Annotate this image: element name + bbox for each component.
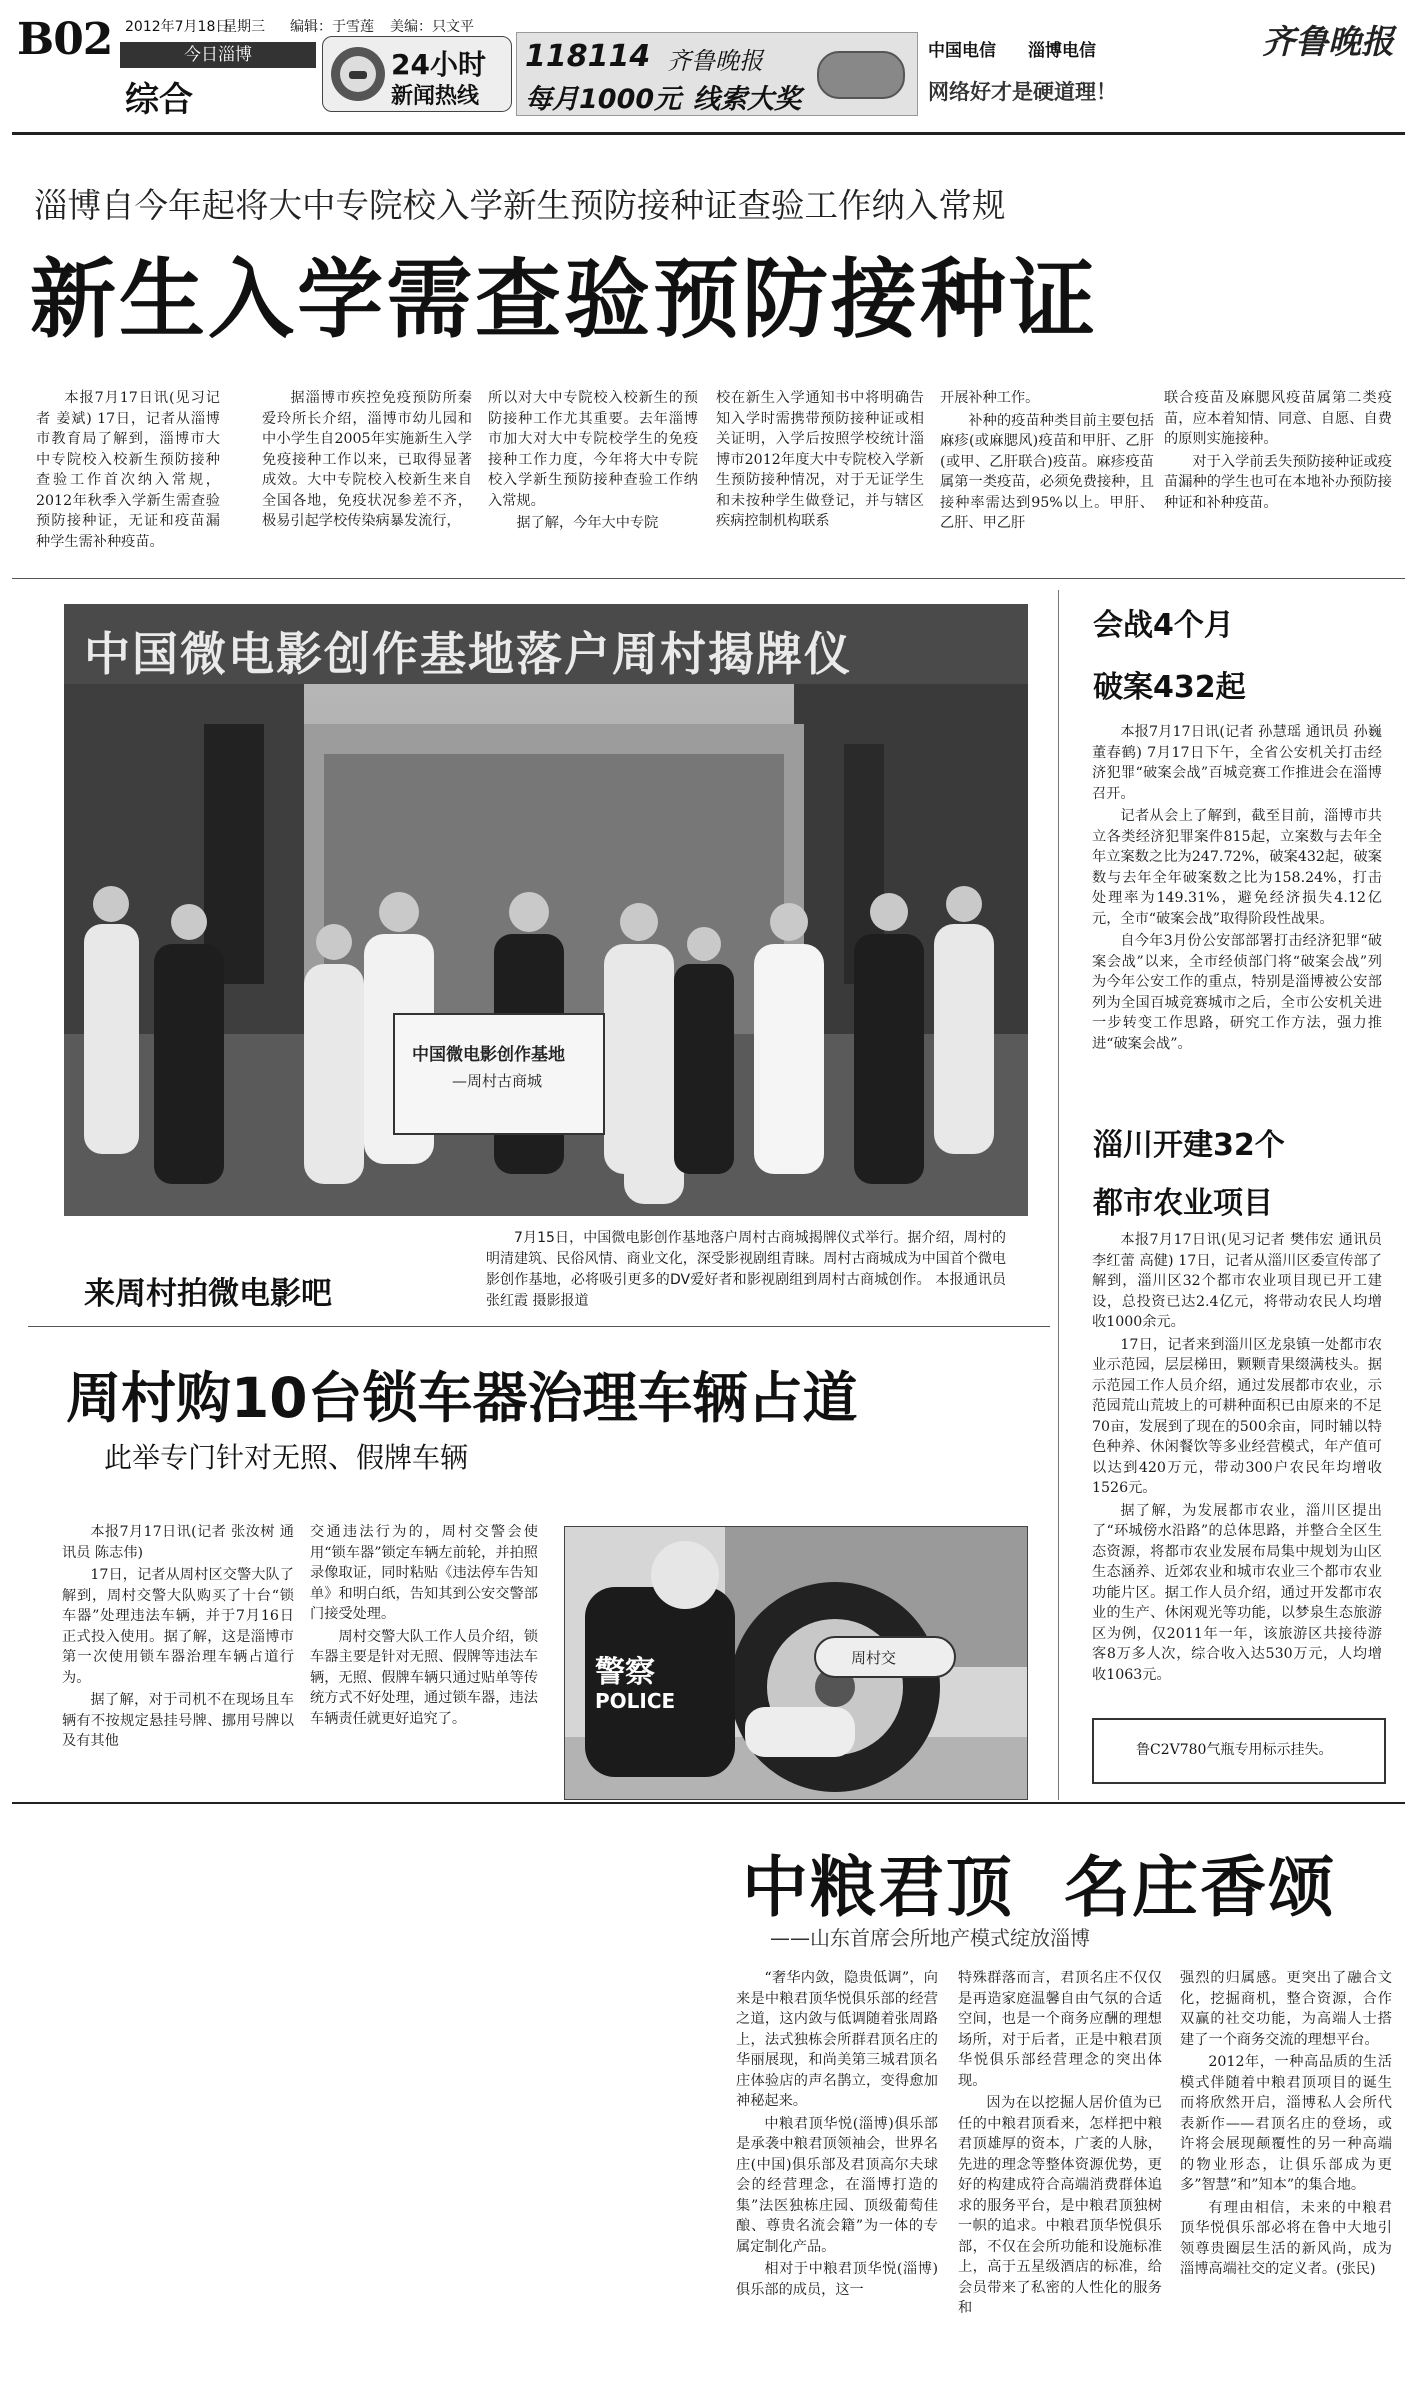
hotline-top: 24小时 [391,48,486,81]
page-header [0,0,1417,134]
story5-headline: 中粮君顶 名庄香颂 [742,1849,1336,1926]
plaque-line1: 中国微电影创作基地 [412,1045,565,1065]
ceremony-photo-image [64,604,1028,1216]
plaque-line2: —周村古商城 [452,1072,543,1090]
story1-rule [12,578,1405,579]
story1-col6: 联合疫苗及麻腮风疫苗属第二类疫苗，应本着知情、同意、自愿、自费的原则实施接种。 对于入学前丢失预防接种证或疫苗漏种的学生也可在本地补办预防接种证和补种疫苗。 [1164,390,1392,511]
issue-date: 2012年7月18日 [125,19,230,35]
ad-number: 118114 [525,39,651,74]
story5-col1: “奢华内敛，隐贵低调”，向来是中粮君顶华悦俱乐部的经营之道，这内敛与低调随着张周路上，法式独栋会所群君顶名庄的华丽展现，和尚美第三城君顶名庄体验店的声名鹊立，变得愈加神秘起来。 中粮君顶华悦(淄博)俱乐部是承袭中粮君顶领袖会，世界名庄(中国)俱乐部及君顶高尔夫球会的经营理念，在淄博打造的集”法医独栋庄园、顶级葡萄佳酿、尊贵名流会籍”为一体的专属定制化产品。 相对于中粮君顶华悦(淄博)俱乐部的成员，这一 [736,1970,938,2298]
ceremony-banner: 中国微电影创作基地落户周村揭牌仪 [84,627,852,681]
photo1-rule [28,1326,1050,1327]
story3-headline1: 淄川开建32个 [1093,1128,1285,1163]
story4-col1: 本报7月17日讯(记者 张汝树 通讯员 陈志伟) 17日，记者从周村区交警大队了解到，周村交警大队购买了十台“锁车器”处理违法车辆，并于7月16日正式投入使用。据了解，这是淄博市第一次使用锁车器治理车辆占道行为。 据了解，对于司机不在现场且车辆有不按规定悬挂号牌、挪用号牌以及有其他 [62,1524,294,1749]
editor-credit: 编辑：于雪莲 [290,19,374,35]
story5-col2: 特殊群落而言，君顶名庄不仅仅是再造家庭温馨自由气氛的合适空间，也是一个商务应酬的理想场所，对于后者，正是中粮君顶华悦俱乐部经营理念的突出体现。 因为在以挖掘人居价值为已任的中粮君顶看来，怎样把中粮君顶雄厚的资本，广袤的人脉，先进的理念等整体资源优势，更好的构建成符合高端消费群体追求的服务平台，是中粮君顶独树一帜的追求。中粮君顶华悦俱乐部，不仅在会所功能和设施标准上，高于五星级酒店的标准，给会员带来了私密的人性化的服务和 [958,1970,1162,2316]
issue-weekday: 星期三 [223,19,265,35]
ceremony-photo [64,604,1028,1216]
telecom-ad [928,32,1138,114]
story1-col2: 据淄博市疾控免疫预防所秦爱玲所长介绍，淄博市幼儿园和中小学生自2005年实施新生入学免疫接种工作以来，已取得显著成效。大中专院校入校新生来自全国各地，免疫状况参差不齐，极易引起学校传染病暴发流行， [262,390,472,529]
story1-col4: 校在新生入学通知书中将明确告知入学时需携带预防接种证或相关证明，入学后按照学校统计淄博市2012年度大中专院校入学新生预防接种情况，对于无证学生和未按种学生做登记，并与辖区疾病控制机构联系 [716,390,924,529]
photo1-caption: 7月15日，中国微电影创作基地落户周村古商城揭牌仪式举行。据介绍，周村的明清建筑、民俗风情、商业文化，深受影视剧组青睐。周村古商城成为中国首个微电影创作基地，必将吸引更多的DV爱好者和影视剧组到周村古商城创作。 本报通讯员 张红霞 摄影报道 [486,1230,1006,1309]
story4-rule [12,1802,1405,1804]
story4-col2: 交通违法行为的，周村交警会使用“锁车器”锁定车辆左前轮，并拍照录像取证，同时粘贴《违法停车告知单》和明白纸，告知其到公安交警部门接受处理。 周村交警大队工作人员介绍，锁车器主要是针对无照、假牌等违法车辆，无照、假牌车辆只通过贴单等传统方式不好处理，通过锁车器，违法车辆责任就更好追究了。 [310,1524,538,1727]
ad-contest: 线索大奖 [693,84,801,115]
story4-headline: 周村购10台锁车器治理车辆占道 [66,1366,858,1430]
page-code: B02 [17,14,113,65]
telecom-slogan: 网络好才是硬道理！ [928,80,1117,104]
masthead-logo: 齐鲁晚报 [1262,22,1394,61]
story2-headline2: 破案432起 [1093,670,1246,705]
contest-ad [516,32,918,116]
story1-headline: 新生入学需查验预防接种证 [30,250,1098,350]
column-divider [1058,590,1059,1800]
story1-col5: 开展补种工作。 补种的疫苗种类目前主要包括麻疹(或麻腮风)疫苗和甲肝、乙肝(或甲、乙肝联合)疫苗。麻疹疫苗属第一类疫苗，必须免费接种，且接种率需达到95%以上。甲肝、乙肝、甲乙肝 [940,390,1154,531]
section-tag: 今日淄博 [120,42,316,68]
header-rule [12,132,1405,135]
photo1-title: 来周村拍微电影吧 [84,1276,332,1312]
story2-body: 本报7月17日讯(记者 孙慧瑶 通讯员 孙巍 董春鹤) 7月17日下午，全省公安机关打击经济犯罪“破案会战”百城竞赛工作推进会在淄博召开。 记者从会上了解到，截至目前，淄博市共立各类经济犯罪案件815起，立案数与去年全年立案数之比为247.72%，破案432起，破案数与去年全年破案数之比为158.24%，打击处理率为149.31%，避免经济损失4.12亿元，全市“破案会战”取得阶段性战果。 自今年3月份公安部部署打击经济犯罪“破案会战”以来，全市经侦部门将“破案会战”列为今年公安工作的重点，特别是淄博被公安部列为全国百城竞赛城市之后，全市公安机关进一步转变工作思路，研究工作方法，强力推进“破案会战”。 [1092,724,1382,1052]
story1-kicker: 淄博自今年起将大中专院校入学新生预防接种证查验工作纳入常规 [34,186,1006,225]
hotline-badge [322,36,512,112]
police-word: 警察 [595,1655,655,1690]
story4-subhead: 此举专门针对无照、假牌车辆 [104,1441,469,1474]
story5-subhead: ——山东首席会所地产模式绽放淄博 [770,1926,1090,1950]
story2-headline1: 会战4个月 [1093,608,1234,643]
section-name: 综合 [125,80,193,120]
telephone-icon [329,45,387,103]
lock-label: 周村交 [851,1649,897,1667]
ad-brand: 齐鲁晚报 [667,47,763,75]
telecom-brand: 中国电信 [928,41,996,61]
story5-col3: 强烈的归属感。更突出了融合文化，挖掘商机，整合资源，合作双赢的社交功能，为高端人士搭建了一个商务交流的理想平台。 2012年，一种高品质的生活模式伴随着中粮君顶项目的诞生而将欣然开启，淄博私人会所代表新作——君顶名庄的登场，或许将会展现颠覆性的另一种高端的物业形态，让俱乐部成为更多”智慧”和”知本”的集合地。 有理由相信，未来的中粮君顶华悦俱乐部必将在鲁中大地引领尊贵圈层生活的新风尚，成为淄博高端社交的定义者。(张民) [1180,1970,1392,2277]
wheel-lock-photo [564,1526,1028,1800]
police-english: POLICE [595,1689,676,1713]
story1-col1: 本报7月17日讯(见习记者 姜斌) 17日，记者从淄博市教育局了解到，淄博市大中专院校入校新生预防接种查验工作首次纳入常规，2012年秋季入学新生需查验预防接种证，无证和疫苗漏种学生需补种疫苗。 [36,390,220,550]
ad-prize: 每月1000元 [525,84,682,115]
ad-badge [817,51,905,99]
telecom-region: 淄博电信 [1028,41,1096,61]
loss-notice-text: 鲁C2V780气瓶专用标示挂失。 [1136,1742,1333,1758]
story3-headline2: 都市农业项目 [1093,1186,1273,1221]
story1-col3: 所以对大中专院校入校新生的预防接种工作尤其重要。去年淄博市加大对大中专院校学生的免疫接种工作力度，今年将大中专院校入学新生预防接种查验工作纳入常规。 据了解，今年大中专院 [488,390,698,531]
hotline-bottom: 新闻热线 [391,84,480,109]
story3-body: 本报7月17日讯(见习记者 樊伟宏 通讯员 李红蕾 高健) 17日，记者从淄川区委宣传部了解到，淄川区32个都市农业项目现已开工建设，总投资已达2.4亿元，将带动农民人均增收1000余元。 17日，记者来到淄川区龙泉镇一处都市农业示范园，层层梯田，颗颗青果缀满枝头。据示范园工作人员介绍，通过发展都市农业，示范园荒山荒坡上的可耕种面积已由原来的不足70亩，发展到了现在的500余亩，同时辅以特色种养、休闲餐饮等多业经营模式，年产值可以达到420万元，带动300户农民年均增收1526元。 据了解，为发展都市农业，淄川区提出了“环城傍水沿路”的总体思路，并整合全区生态资源，将都市农业发展布局集中规划为山区生态涵养、近郊农业和城市农业三个都市农业功能片区。据工作人员介绍，通过开发都市农业的生产、休闲观光等功能，以梦泉生态旅游区为例，仅2011年一年，该旅游区共接待游客8万多人次，综合收入达530万元，人均增收1063元。 [1092,1232,1382,1683]
designer-credit: 美编：只文平 [390,19,474,35]
loss-notice [1092,1718,1386,1784]
